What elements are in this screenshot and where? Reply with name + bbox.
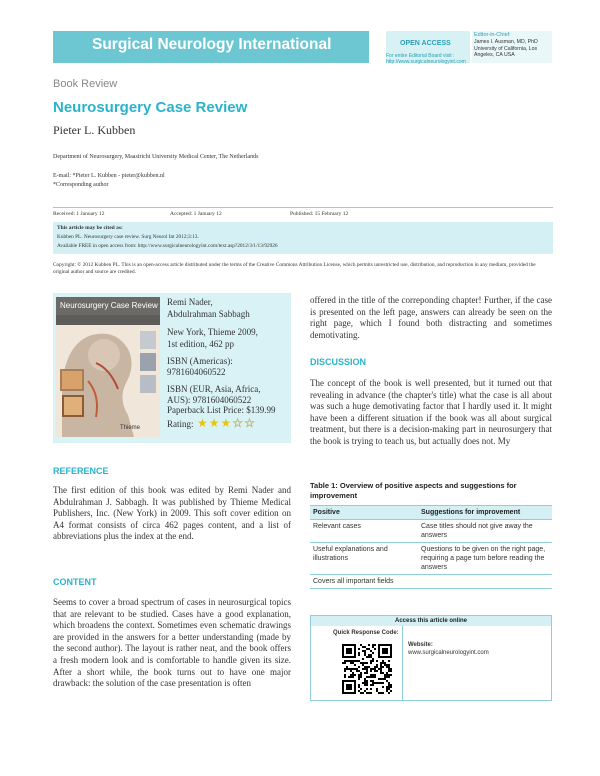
- star-empty-icon: ☆: [244, 416, 256, 430]
- table-cell: [418, 575, 552, 589]
- received-date: Received: 1 January 12: [53, 211, 105, 217]
- editor-text: James I. Ausman, MD, PhD University of California, Los Angeles, CA USA: [474, 39, 538, 59]
- cover-publisher: Thieme: [120, 425, 141, 431]
- aspects-table: [310, 505, 552, 589]
- access-heading: Access this article online: [311, 616, 551, 626]
- citation-url[interactable]: Available FREE in open access from: http://www.surgicalneurologyint.com/text.asp?2012/3/1/13/92926: [57, 243, 278, 249]
- right-column-intro: offered in the title of the correponding chapter! Further, if the case is presented on the left page, answers can already be seen on the right page, which I found both distracting and sometimes demotivating.: [310, 295, 552, 340]
- table-header-suggestions: Suggestions for improvement: [418, 506, 552, 520]
- reference-heading: REFERENCE: [53, 466, 109, 476]
- access-divider: [402, 626, 403, 701]
- book-publisher: New York, Thieme 2009,: [167, 327, 258, 337]
- authors: Pieter L. Kubben: [53, 123, 136, 137]
- editor-label: Editor-in-Chief:: [474, 32, 511, 38]
- star-filled-icon: ★: [208, 416, 221, 430]
- table-row: [310, 543, 552, 575]
- cover-illustration: [56, 325, 160, 437]
- cover-subtitle-band: [56, 315, 160, 325]
- table-cell: Case titles should not give away the answers: [418, 520, 552, 543]
- website-link[interactable]: www.surgicalneurologyint.com: [408, 650, 489, 656]
- book-edition: 1st edition, 462 pp: [167, 339, 234, 349]
- table-row: [310, 520, 552, 543]
- citation-heading: This article may be cited as:: [57, 225, 123, 231]
- table-header-row: [310, 506, 552, 520]
- corresponding-note: *Corresponding author: [53, 182, 109, 188]
- article-type: Book Review: [53, 78, 118, 90]
- qr-code-image[interactable]: [342, 644, 392, 694]
- book-price: Paperback List Price: $139.99: [167, 405, 276, 415]
- journal-title: Surgical Neurology International: [92, 36, 332, 53]
- isbn-eur-label: ISBN (EUR, Asia, Africa,: [167, 384, 261, 394]
- cover-title: Neurosurgery Case Review: [60, 301, 158, 310]
- rating-stars: [197, 416, 256, 431]
- author-email[interactable]: E-mail: *Pieter L. Kubben - pieter@kubben.nl: [53, 173, 165, 179]
- published-date: Published: 15 February 12: [290, 211, 349, 217]
- table-cell: Covers all important fields: [310, 575, 418, 589]
- book-cover-image: [56, 297, 160, 437]
- copyright-notice: Copyright: © 2012 Kubben PL. This is an open-access article distributed under the terms of the Creative Commons Attribution License, which permits unrestricted use, distribution, and reproduction in any medium, provided the original author and source are credited.: [53, 262, 536, 275]
- table-cell: Questions to be given on the right page, requiring a page turn before reading the answers: [418, 543, 552, 575]
- editorial-board-note: [386, 53, 466, 65]
- affiliation: Department of Neurosurgery, Maastricht University Medical Center, The Netherlands: [53, 154, 259, 160]
- isbn-americas: 9781604060522: [167, 367, 226, 377]
- article-title: Neurosurgery Case Review: [53, 99, 248, 116]
- table-row: [310, 575, 552, 589]
- website-label: Website:: [408, 642, 433, 648]
- star-empty-icon: ☆: [232, 416, 245, 430]
- reference-text: The first edition of this book was edited by Remi Nader and Abdulrahman J. Sabbagh. It was published by Thieme Medical Publishers, Inc. (New York) in 2009. This soft cover edition on A4 format consists of circa 462 pages content, and a list of abbreviations plus the index at the end.: [53, 485, 291, 542]
- qr-label: Quick Response Code:: [333, 630, 399, 636]
- book-editor-1: Remi Nader,: [167, 297, 213, 307]
- dates-divider: [53, 207, 553, 208]
- discussion-text: The concept of the book is well presented, but it turned out that revealing in advance (the chapter's title) what the case is all about was such a huge demotivating factor that I hardly used it. It might have been a different situation if the book was all about surgical treatment, but there is a decision-making part in neurosurgery that the book is trying to teach us, but actually does not. My: [310, 378, 552, 446]
- discussion-heading: DISCUSSION: [310, 357, 367, 367]
- table-caption: Table 1: Overview of positive aspects and suggestions for improvement: [310, 481, 517, 500]
- star-filled-icon: ★: [197, 416, 209, 430]
- open-access-label: OPEN ACCESS: [400, 40, 451, 47]
- book-editor-2: Abdulrahman Sabbagh: [167, 309, 250, 319]
- content-heading: CONTENT: [53, 577, 97, 587]
- rating-label: Rating:: [167, 419, 194, 429]
- editorial-board-link[interactable]: http://www.surgicalneurologyint.com: [386, 59, 466, 65]
- star-filled-icon: ★: [220, 416, 233, 430]
- table-cell: Useful explanations and illustrations: [310, 543, 418, 575]
- table-cell: Relevant cases: [310, 520, 418, 543]
- citation-text: Kubben PL. Neurosurgery case review. Surg Neurol Int 2012;3:13.: [57, 234, 199, 240]
- isbn-americas-label: ISBN (Americas):: [167, 356, 233, 366]
- accepted-date: Accepted: 1 January 12: [170, 211, 222, 217]
- content-text: Seems to cover a broad spectrum of cases in neurosurgical topics that are relevant to be studied. Cases have a good explanation, which broadens the context. Sometimes even schematic drawings are provided in the answers for a better understanding (made by the second author). The layout is rather neat, and the book offers a fresh modern look and is comfortable to handle given its size. After a short while, the book turns out to have one major drawback: the solution of the case presentation is often: [53, 597, 291, 689]
- editorial-board-label: For entire Editorial Board visit :: [386, 53, 455, 59]
- table-header-positive: Positive: [310, 506, 418, 520]
- isbn-eur: AUS): 9781604060522: [167, 395, 252, 405]
